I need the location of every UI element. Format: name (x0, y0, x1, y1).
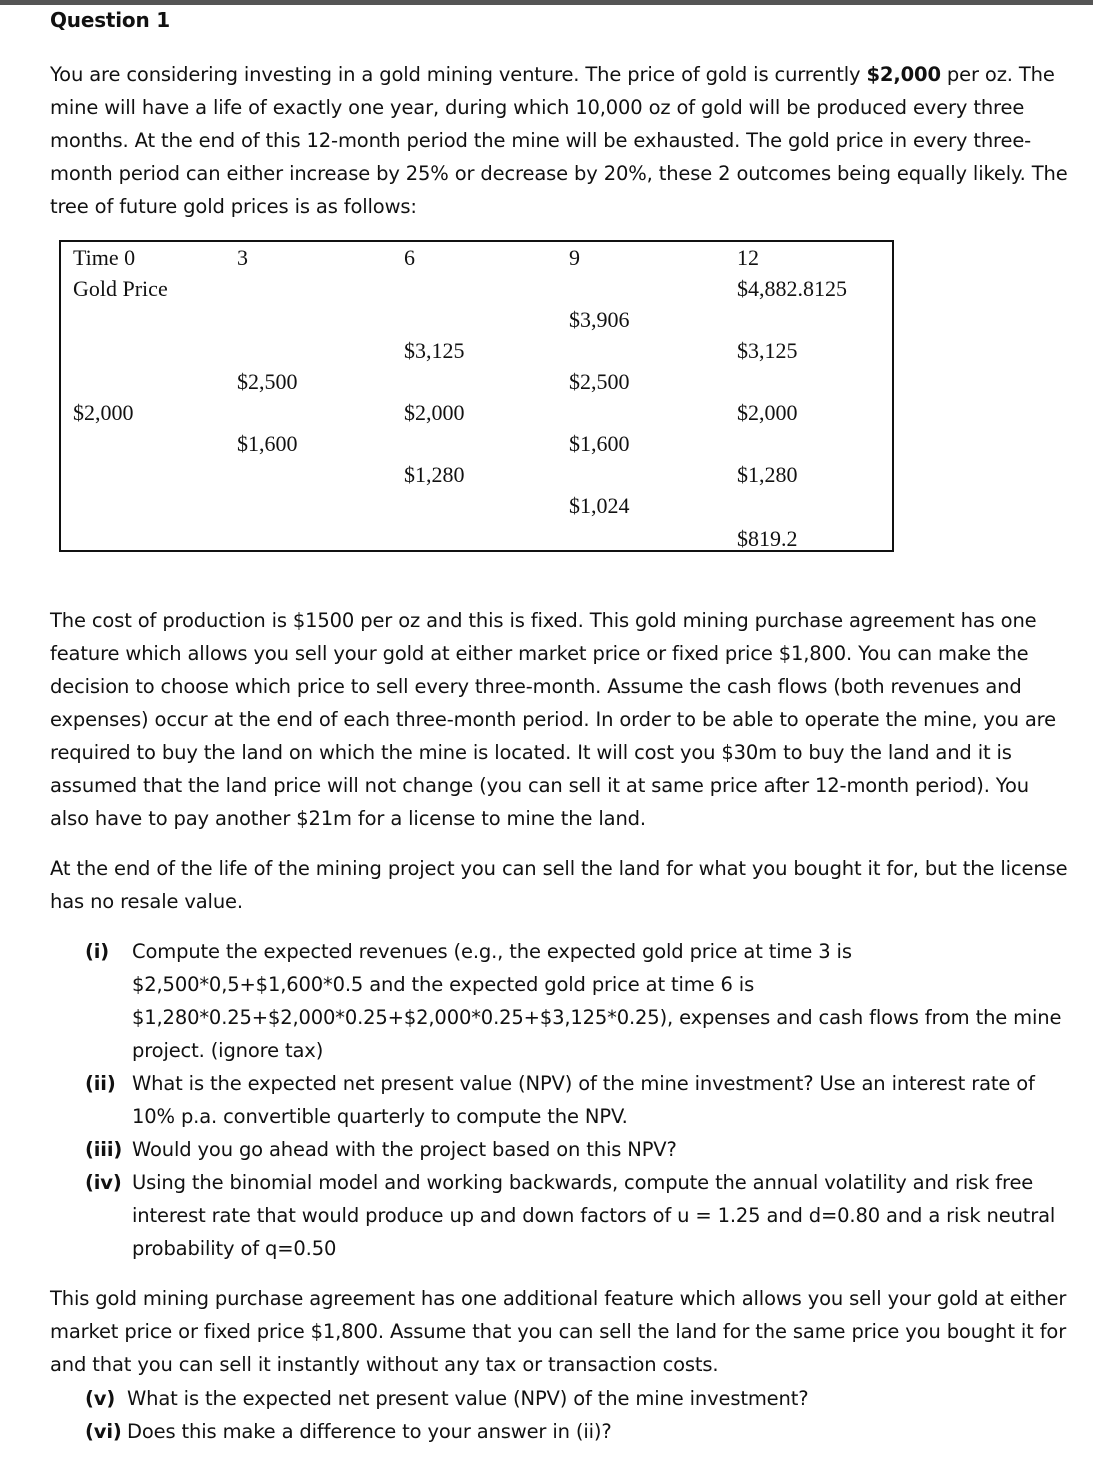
price-t3-down: $1,600 (237, 431, 298, 456)
question-item (85, 1133, 1070, 1166)
price-t6-uu: $3,125 (404, 338, 465, 363)
price-t0: $2,000 (73, 400, 134, 425)
time-label: Time 0 (73, 245, 136, 270)
question-item (85, 1415, 1070, 1448)
question-list-2 (85, 1382, 1070, 1448)
question-text: What is the expected net present value (NPV) of the mine investment? Use an interest rate of 10% p.a. convertible quarterly to compute the NPV. (132, 1072, 1035, 1128)
price-t12-uuuu: $4,882.8125 (737, 276, 847, 301)
price-t9-udd: $1,600 (569, 431, 630, 456)
question-text: Does this make a difference to your answer in (ii)? (127, 1420, 612, 1443)
land-resale-paragraph: At the end of the life of the mining project you can sell the land for what you bought it for, but the license has no resale value. (50, 857, 1068, 913)
price-t9-ddd: $1,024 (569, 493, 630, 518)
price-t12-uuud: $3,125 (737, 338, 798, 363)
price-t3-up: $2,500 (237, 369, 298, 394)
header-time-3: 3 (237, 245, 248, 270)
question-item (85, 935, 1070, 1067)
price-t12-uudd: $2,000 (737, 400, 798, 425)
question-text: What is the expected net present value (NPV) of the mine investment? (127, 1387, 809, 1410)
intro-text-1: You are considering investing in a gold mining venture. The price of gold is currently (50, 63, 867, 86)
question-text: Would you go ahead with the project based on this NPV? (132, 1138, 677, 1161)
question-number: (iv) (85, 1171, 122, 1194)
price-t9-uud: $2,500 (569, 369, 630, 394)
gold-price-label: Gold Price (73, 276, 168, 301)
question-heading: Question 1 (50, 8, 170, 32)
question-number: (i) (85, 940, 110, 963)
question-number: (ii) (85, 1072, 116, 1095)
question-number: (vi) (85, 1420, 122, 1443)
price-t12-dddd: $819.2 (737, 526, 798, 551)
header-time-12: 12 (737, 245, 759, 270)
current-price: $2,000 (866, 63, 941, 86)
intro-text-2: per oz. The mine will have a life of exactly one year, during which 10,000 oz of gold will be produced every three months. At the end of this 12-month period the mine will be exhausted. The gold price in every three-month period can either increase by 25% or decrease by 20%, these 2 outcomes being equally likely. The tree of future gold prices is as follows: (50, 63, 1068, 218)
price-t6-ud: $2,000 (404, 400, 465, 425)
additional-feature-paragraph: This gold mining purchase agreement has one additional feature which allows you sell your gold at either market price or fixed price $1,800. Assume that you can sell the land for the same price you bought it for and that you can sell it instantly without any tax or transaction costs. (50, 1287, 1067, 1376)
price-t6-dd: $1,280 (404, 462, 465, 487)
top-border (0, 0, 1093, 5)
price-t12-uddd: $1,280 (737, 462, 798, 487)
question-number: (v) (85, 1387, 116, 1410)
gold-price-tree-table (59, 240, 894, 552)
question-text: Using the binomial model and working backwards, compute the annual volatility and risk free interest rate that would produce up and down factors of u = 1.25 and d=0.80 and a risk neutral probability of q=0.50 (132, 1171, 1056, 1260)
price-t9-uuu: $3,906 (569, 307, 630, 332)
question-item (85, 1166, 1070, 1265)
question-text: Compute the expected revenues (e.g., the expected gold price at time 3 is $2,500*0,5+$1,600*0.5 and the expected gold price at time 6 is $1,280*0.25+$2,000*0.25+$2,000*0.25+$3,125*0.25), expenses and cash flows from the mine project. (ignore tax) (132, 940, 1062, 1062)
intro-paragraph (50, 58, 1070, 223)
header-time-6: 6 (404, 245, 415, 270)
question-list (85, 935, 1070, 1265)
question-number: (iii) (85, 1138, 123, 1161)
question-item (85, 1382, 1070, 1415)
question-item (85, 1067, 1070, 1133)
cost-paragraph: The cost of production is $1500 per oz and this is fixed. This gold mining purchase agreement has one feature which allows you sell your gold at either market price or fixed price $1,800. You can make the decision to choose which price to sell every three-month. Assume the cash flows (both revenues and expenses) occur at the end of each three-month period. In order to be able to operate the mine, you are required to buy the land on which the mine is located. It will cost you $30m to buy the land and it is assumed that the land price will not change (you can sell it at same price after 12-month period). You also have to pay another $21m for a license to mine the land. (50, 609, 1056, 830)
header-time-9: 9 (569, 245, 580, 270)
